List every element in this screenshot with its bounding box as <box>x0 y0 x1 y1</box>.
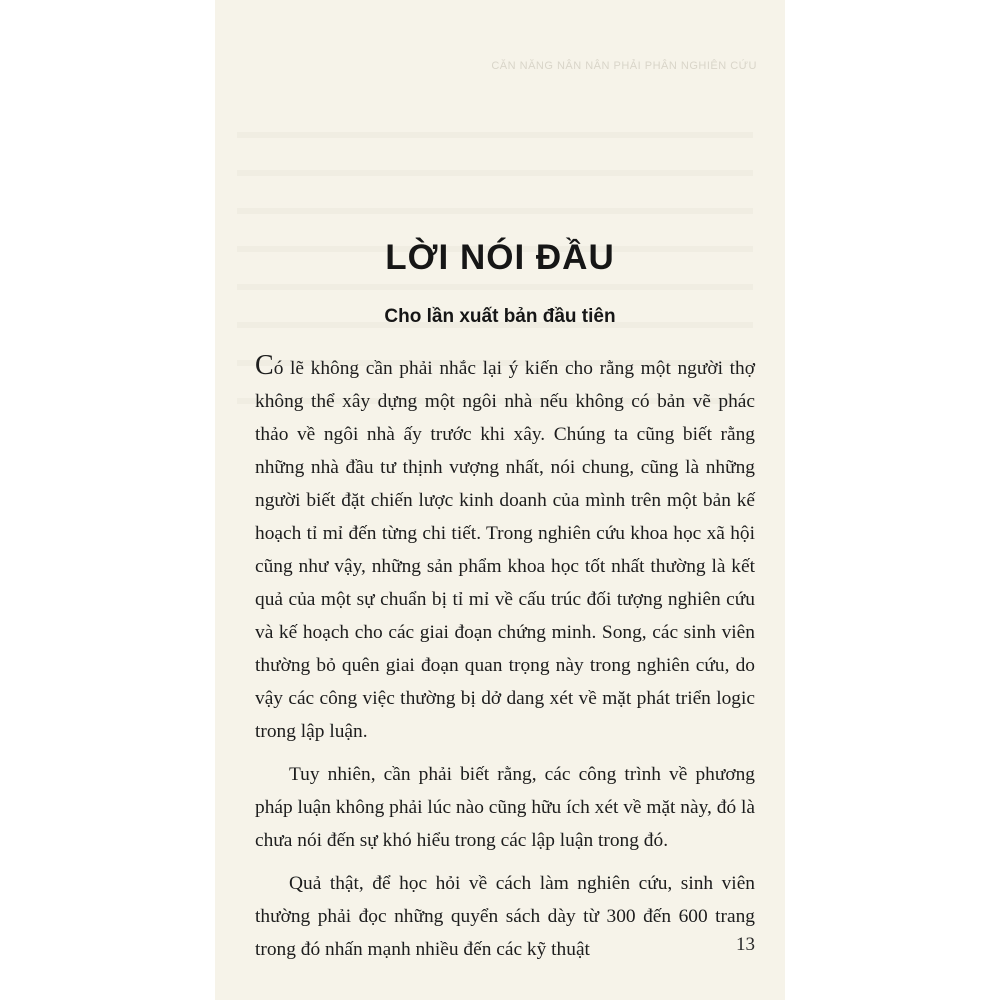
paragraph-2: Tuy nhiên, cần phải biết rằng, các công trình về phương pháp luận không phải lúc nào cũng hữu ích xét về mặt này, đó là chưa nói đến sự khó hiểu trong các lập luận trong đó. <box>255 764 755 851</box>
bleed-line <box>237 100 753 138</box>
bleed-line <box>237 176 753 214</box>
page-number: 13 <box>736 934 755 955</box>
paragraph-1 <box>255 352 755 748</box>
chapter-subtitle: Cho lần xuất bản đầu tiên <box>384 306 616 327</box>
chapter-title: LỜI NÓI ĐẦU <box>385 238 615 277</box>
bleed-through-header: CĂN NĂNG NÂN NÂN PHẢI PHÂN NGHIÊN CỨU <box>491 60 757 72</box>
book-page <box>215 0 785 1000</box>
drop-cap: C <box>255 350 274 381</box>
bleed-line <box>237 138 753 176</box>
paragraph-1-text: ó lẽ không cần phải nhắc lại ý kiến cho rằng một người thợ không thể xây dựng một ngôi nhà nếu không có bản vẽ phác thảo về ngôi nhà ấy trước khi xây. Chúng ta cũng biết rằng những nhà đầu tư thịnh vượng nhất, nói chung, cũng là những người biết đặt chiến lược kinh doanh của mình trên một bản kế hoạch tỉ mỉ đến từng chi tiết. Trong nghiên cứu khoa học xã hội cũng như vậy, những sản phẩm khoa học tốt nhất thường là kết quả của một sự chuẩn bị tỉ mỉ về cấu trúc đối tượng nghiên cứu và kế hoạch cho các giai đoạn chứng minh. Song, các sinh viên thường bỏ quên giai đoạn quan trọng này trong nghiên cứu, do vậy các công việc thường bị dở dang xét về mặt phát triển logic trong lập luận. <box>255 358 755 742</box>
paragraph-3: Quả thật, để học hỏi về cách làm nghiên cứu, sinh viên thường phải đọc những quyển sách dày từ 300 đến 600 trang trong đó nhấn mạnh nhiều đến các kỹ thuật <box>255 873 755 960</box>
body-text <box>255 352 755 976</box>
